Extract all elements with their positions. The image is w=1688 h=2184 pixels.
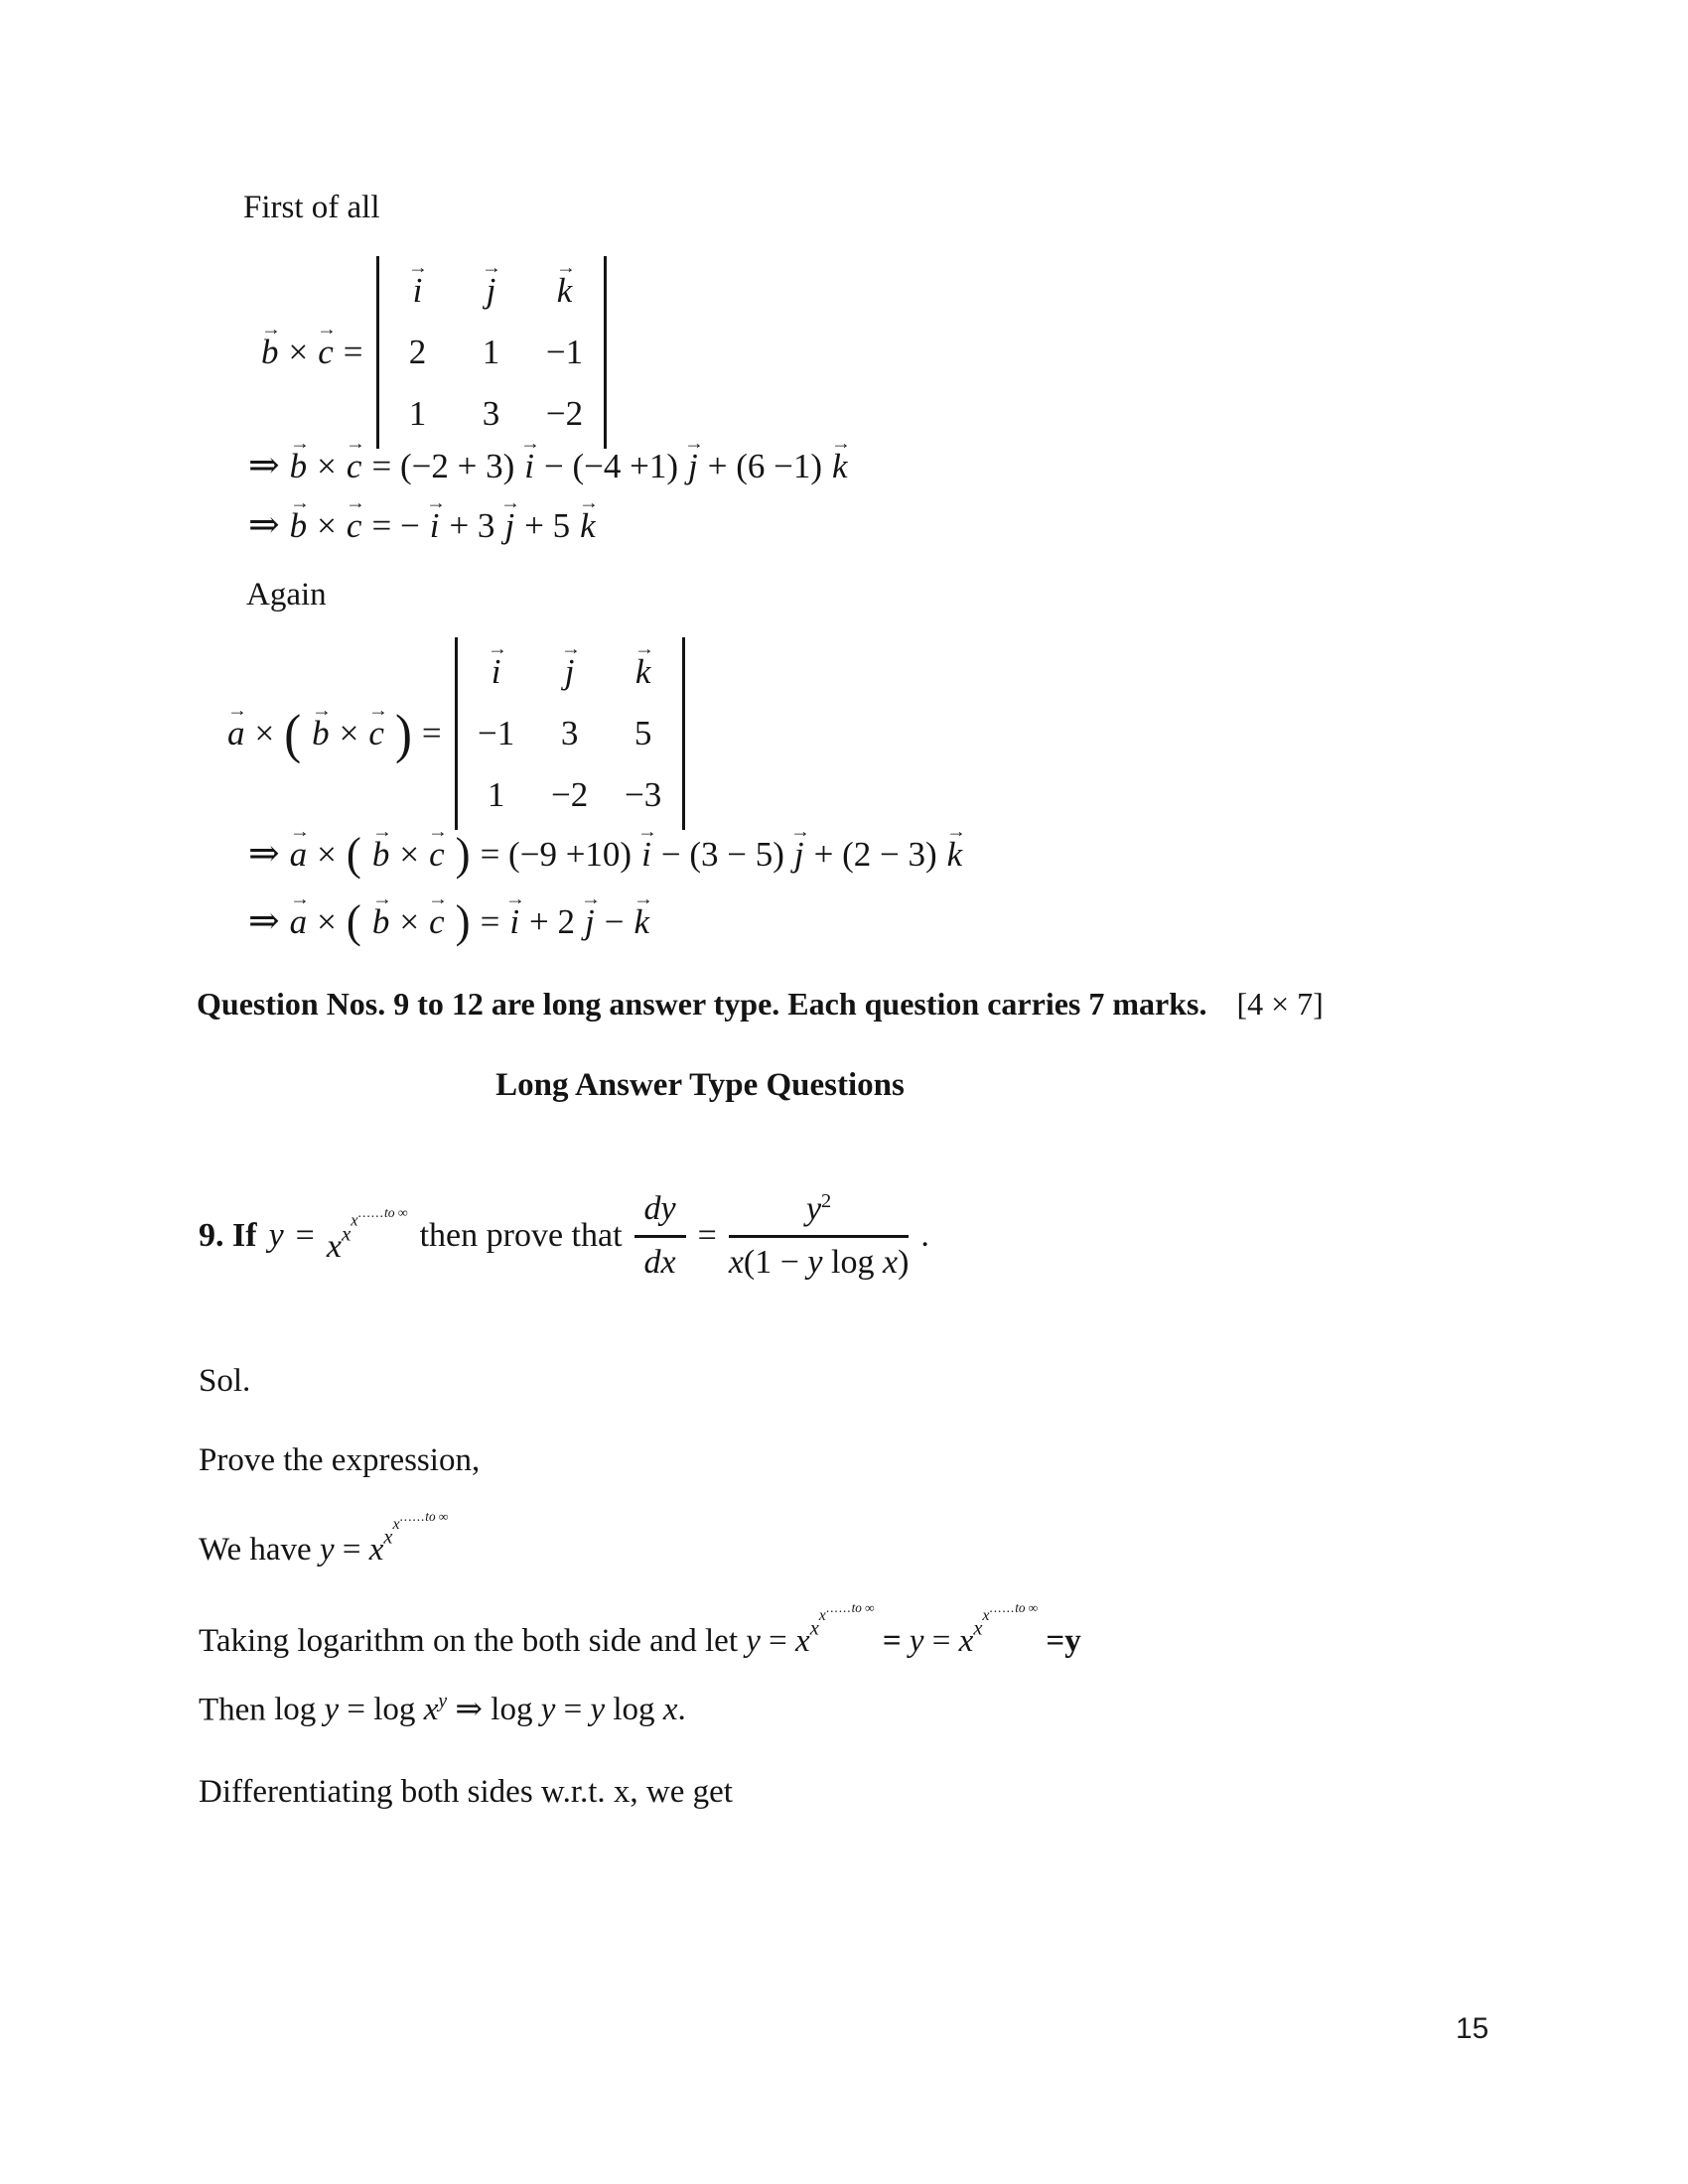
left-paren: (	[346, 827, 361, 881]
tower-dots: ......	[989, 1600, 1016, 1615]
var-y: y	[909, 1622, 924, 1659]
left-paren: (	[284, 703, 302, 763]
unit-vector-i: i →	[508, 901, 520, 943]
vector-b: b →	[260, 332, 280, 373]
right-paren: )	[455, 894, 471, 948]
vector-b: b →	[371, 834, 391, 876]
equals-sign: =	[931, 1622, 951, 1659]
tower-sup-2: x	[818, 1607, 826, 1625]
math-term: −	[604, 901, 625, 941]
period: .	[677, 1692, 686, 1728]
vector-b: b →	[289, 505, 309, 547]
math-term: + 5	[524, 505, 571, 545]
exponent-2: 2	[821, 1190, 832, 1212]
q9-number-label: 9. If	[199, 1217, 257, 1255]
para-differentiating: Differentiating both sides w.r.t. x, we get	[199, 1774, 733, 1810]
tower-base: x	[368, 1531, 384, 1568]
log-operator: log	[605, 1692, 663, 1728]
unit-vector-i: i →	[491, 651, 502, 693]
det-cell: −3	[624, 775, 662, 814]
var-y: y	[268, 1217, 284, 1255]
vector-c: c →	[346, 446, 363, 487]
tower-sup-1: x	[809, 1617, 819, 1640]
left-paren: (	[346, 894, 361, 948]
multiply-sign: ×	[317, 901, 337, 941]
para-again: Again	[246, 577, 327, 613]
q9-mid-text: then prove that	[419, 1217, 623, 1255]
det-cell: 2	[408, 333, 427, 371]
multiply-sign: ×	[317, 834, 337, 874]
power-tower	[795, 1600, 875, 1659]
tower-to-infinity: to ∞	[1015, 1600, 1039, 1615]
fraction-denominator	[729, 1238, 910, 1284]
var-x: x	[423, 1692, 439, 1728]
math-term: + 3	[449, 505, 495, 545]
bold-equals: =	[882, 1622, 902, 1659]
exponent-y: y	[438, 1691, 448, 1712]
then-word: Then	[199, 1692, 266, 1728]
fraction-numerator: dy	[634, 1189, 686, 1238]
tower-base: x	[326, 1228, 342, 1266]
unit-vector-j: j →	[793, 834, 805, 876]
det-cell: −1	[477, 714, 515, 752]
unit-vector-i: i →	[429, 505, 441, 547]
tower-base: x	[795, 1622, 810, 1659]
tower-to-infinity: to ∞	[851, 1600, 875, 1615]
var-y: y	[807, 1244, 823, 1282]
unit-vector-j: j →	[503, 505, 515, 547]
equation-bxc-determinant	[260, 256, 607, 449]
det-cell: −2	[545, 394, 584, 433]
log-operator: log	[822, 1244, 883, 1282]
math-term: =	[480, 901, 500, 941]
math-term: + (2 − 3)	[813, 834, 937, 874]
equals-sign: =	[769, 1622, 787, 1659]
multiply-sign: ×	[399, 834, 420, 874]
equation-bxc-result	[248, 503, 597, 548]
vector-c: c →	[428, 834, 446, 876]
tower-sup-1: x	[973, 1617, 983, 1640]
equals-sign: =	[342, 1531, 361, 1568]
var-y: y	[540, 1692, 556, 1728]
math-term: = −	[371, 505, 420, 545]
tower-sup-1: x	[341, 1221, 352, 1246]
then-equation	[274, 1692, 686, 1727]
unit-vector-k: k →	[633, 901, 651, 943]
math-term: + 2	[529, 901, 576, 941]
var-y: y	[324, 1692, 340, 1728]
taking-text: Taking logarithm on the both side and let	[199, 1622, 739, 1659]
var-x: x	[662, 1692, 678, 1728]
para-first-of-all: First of all	[243, 190, 380, 225]
unit-vector-i: i →	[640, 834, 652, 876]
math-term: )	[898, 1244, 910, 1282]
bold-equals-y: =y	[1046, 1622, 1081, 1659]
log-operator: log	[491, 1692, 541, 1728]
var-x: x	[882, 1244, 899, 1282]
equals-sign: =	[339, 1692, 374, 1728]
determinant-matrix-1	[376, 256, 607, 449]
unit-vector-k: k →	[556, 270, 574, 312]
unit-vector-j: j →	[564, 651, 576, 693]
equals-sign: =	[295, 1217, 315, 1255]
vector-b: b →	[289, 446, 309, 487]
unit-vector-k: k →	[579, 505, 597, 547]
tower-base: x	[958, 1622, 974, 1659]
tower-sup-2: x	[982, 1607, 990, 1625]
unit-vector-j: j →	[584, 901, 596, 943]
determinant-matrix-2	[455, 637, 685, 830]
log-operator: log	[373, 1692, 424, 1728]
vector-a: a →	[226, 713, 246, 754]
vector-b: b →	[371, 901, 391, 943]
note-question-range	[197, 985, 1324, 1023]
vector-a: a →	[289, 834, 309, 876]
power-tower	[368, 1509, 449, 1568]
det-cell: 1	[408, 394, 427, 433]
equals-sign: =	[421, 714, 442, 752]
power-tower	[327, 1205, 408, 1268]
multiply-sign: ×	[317, 446, 337, 485]
para-taking-logarithm	[199, 1600, 1081, 1662]
multiply-sign: ×	[339, 714, 359, 752]
equation-abxc-determinant	[226, 637, 685, 830]
unit-vector-j: j →	[486, 270, 497, 312]
multiply-sign: ×	[399, 901, 420, 941]
equation-abxc-result	[248, 895, 650, 949]
we-have-text: We have	[199, 1531, 312, 1568]
equals-sign: =	[343, 333, 363, 371]
tower-to-infinity: to ∞	[425, 1509, 449, 1524]
math-term: = (−9 +10)	[480, 834, 633, 874]
det-cell: 1	[482, 333, 500, 371]
heading-long-answer: Long Answer Type Questions	[495, 1067, 905, 1103]
unit-vector-i: i →	[523, 446, 535, 487]
unit-vector-j: j →	[687, 446, 699, 487]
equals-sign: =	[555, 1692, 591, 1728]
det-cell: 3	[560, 714, 579, 752]
vector-c: c →	[428, 901, 446, 943]
var-y: y	[590, 1692, 606, 1728]
implies-arrow: ⇒	[248, 445, 280, 486]
det-cell: −1	[545, 333, 584, 371]
var-x: x	[728, 1244, 744, 1282]
multiply-sign: ×	[288, 333, 309, 371]
para-then-log	[199, 1691, 686, 1730]
fraction-rhs	[729, 1189, 910, 1284]
power-tower	[958, 1600, 1039, 1659]
tower-to-infinity: to ∞	[383, 1205, 408, 1221]
unit-vector-k: k →	[634, 651, 652, 693]
var-y: y	[319, 1531, 335, 1568]
tower-sup-1: x	[383, 1526, 393, 1549]
para-prove-expression: Prove the expression,	[199, 1442, 481, 1478]
math-term: + (6 −1)	[707, 446, 823, 485]
det-cell: 5	[633, 714, 652, 752]
math-term: − (3 − 5)	[660, 834, 784, 874]
fraction-numerator	[729, 1189, 910, 1238]
para-we-have	[199, 1509, 448, 1570]
implies-arrow: ⇒	[248, 504, 280, 546]
implies-arrow: ⇒	[248, 900, 280, 943]
math-term: (1 −	[743, 1244, 808, 1282]
unit-vector-k: k →	[831, 446, 849, 487]
vector-a: a →	[289, 901, 309, 943]
vector-c: c →	[317, 332, 335, 373]
fraction-denominator: dx	[643, 1244, 676, 1282]
equation-bxc-expanded	[248, 444, 849, 488]
det-cell: −2	[550, 775, 589, 814]
tower-dots: ......	[357, 1205, 384, 1221]
vector-c: c →	[346, 505, 363, 547]
implies-arrow: ⇒	[447, 1692, 492, 1728]
fraction-dy-dx	[634, 1189, 686, 1284]
multiply-sign: ×	[317, 505, 337, 545]
tower-sup-2: x	[392, 1516, 400, 1534]
implies-arrow: ⇒	[248, 833, 280, 876]
tower-dots: ......	[825, 1600, 852, 1615]
period: .	[920, 1217, 929, 1255]
det-cell: 1	[487, 775, 505, 814]
unit-vector-i: i →	[412, 270, 424, 312]
vector-c: c →	[367, 713, 385, 754]
equals-sign: =	[697, 1217, 717, 1255]
math-term: = (−2 + 3)	[371, 446, 515, 485]
tower-sup-2: x	[351, 1210, 358, 1230]
note-marks: [4 × 7]	[1236, 986, 1324, 1022]
var-y: y	[746, 1622, 761, 1659]
para-sol: Sol.	[199, 1363, 251, 1399]
unit-vector-k: k →	[946, 834, 964, 876]
var-y: y	[805, 1190, 822, 1228]
note-bold-text: Question Nos. 9 to 12 are long answer type. Each question carries 7 marks.	[197, 986, 1207, 1022]
log-operator: log	[274, 1692, 325, 1728]
right-paren: )	[455, 827, 471, 881]
det-cell: 3	[482, 394, 500, 433]
math-term: − (−4 +1)	[543, 446, 679, 485]
equation-abxc-expanded	[248, 828, 963, 882]
tower-dots: ......	[399, 1509, 426, 1524]
question-9-statement	[199, 1189, 929, 1284]
right-paren: )	[394, 703, 412, 763]
page-number: 15	[1456, 2012, 1489, 2045]
multiply-sign: ×	[254, 714, 275, 752]
vector-b: b →	[311, 713, 331, 754]
